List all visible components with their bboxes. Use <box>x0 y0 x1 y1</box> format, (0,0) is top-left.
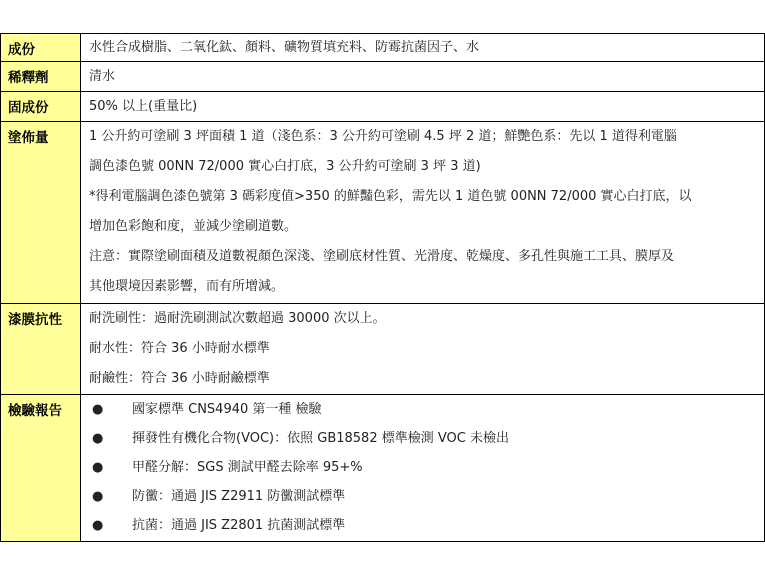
label-composition: 成份 <box>1 34 81 62</box>
coverage-line: 增加色彩飽和度，並減少塗刷道數。 <box>89 219 298 234</box>
row-solids <box>1 92 765 122</box>
report-text: 揮發性有機化合物(VOC)：依照 GB18582 標準檢測 VOC 未檢出 <box>132 431 509 446</box>
coverage-line: *得利電腦調色漆色號第 3 碼彩度值>350 的鮮豔色彩，需先以 1 道色號 00NN 72/000 實心白打底，以 <box>89 189 692 204</box>
list-item <box>89 453 756 482</box>
report-text: 國家標準 CNS4940 第一種 檢驗 <box>132 402 322 417</box>
coverage-line: 1 公升約可塗刷 3 坪面積 1 道（淺色系：3 公升約可塗刷 4.5 坪 2 道；鮮艷色系：先以 1 道得利電腦 <box>89 129 677 144</box>
list-item <box>89 511 756 540</box>
label-coverage: 塗佈量 <box>1 122 81 304</box>
bullet-icon: ● <box>92 431 104 446</box>
label-resistance: 漆膜抗性 <box>1 304 81 395</box>
product-spec-table <box>0 33 765 542</box>
row-reports <box>1 395 765 542</box>
list-item <box>89 482 756 511</box>
value-thinner <box>81 62 765 92</box>
report-text: 抗菌：通過 JIS Z2801 抗菌測試標準 <box>132 518 346 533</box>
list-item <box>89 424 756 453</box>
composition-text: 水性合成樹脂、二氧化鈦、顏料、礦物質填充料、防霉抗菌因子、水 <box>89 40 480 55</box>
row-coverage <box>1 122 765 304</box>
row-composition <box>1 34 765 62</box>
label-solids: 固成份 <box>1 92 81 122</box>
coverage-line: 其他環境因素影響，而有所增減。 <box>89 279 285 294</box>
resistance-line: 耐水性：符合 36 小時耐水標準 <box>89 341 270 356</box>
thinner-text: 清水 <box>89 69 116 84</box>
value-reports <box>81 395 765 542</box>
value-composition <box>81 34 765 62</box>
value-coverage <box>81 122 765 304</box>
coverage-line: 調色漆色號 00NN 72/000 實心白打底，3 公升約可塗刷 3 坪 3 道) <box>89 159 481 174</box>
bullet-icon: ● <box>92 489 104 504</box>
row-thinner <box>1 62 765 92</box>
resistance-line: 耐洗刷性：過耐洗刷測試次數超過 30000 次以上。 <box>89 311 386 326</box>
label-thinner: 稀釋劑 <box>1 62 81 92</box>
list-item <box>89 395 756 424</box>
value-resistance <box>81 304 765 395</box>
row-resistance <box>1 304 765 395</box>
coverage-line: 注意：實際塗刷面積及道數視顏色深淺、塗刷底材性質、光滑度、乾燥度、多孔性與施工工具、膜厚及 <box>89 249 675 264</box>
bullet-icon: ● <box>92 518 104 533</box>
label-reports: 檢驗報告 <box>1 395 81 542</box>
report-text: 防黴：通過 JIS Z2911 防黴測試標準 <box>132 489 346 504</box>
bullet-icon: ● <box>92 402 104 417</box>
bullet-icon: ● <box>92 460 104 475</box>
resistance-line: 耐鹼性：符合 36 小時耐鹼標準 <box>89 371 270 386</box>
value-solids <box>81 92 765 122</box>
report-text: 甲醛分解：SGS 測試甲醛去除率 95+% <box>132 460 363 475</box>
solids-text: 50% 以上(重量比) <box>89 99 198 114</box>
